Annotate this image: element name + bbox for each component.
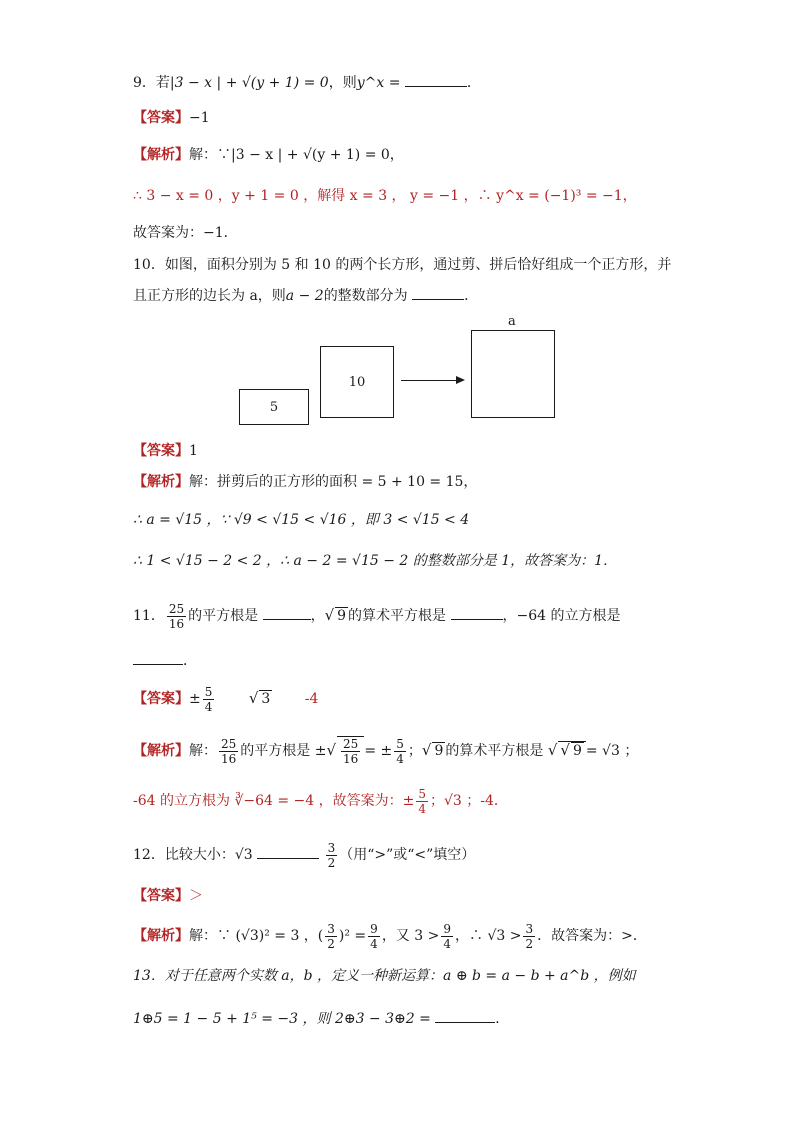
q9-analysis-2: ∴ 3 − x = 0 ，y + 1 = 0 ，解得 x = 3 ， y = −1 ，∴ y^x = (−1)³ = −1， [133,188,637,204]
q11-question-cont: ． [133,650,197,671]
answer-blank [257,844,319,859]
fraction: $\frac{25}{16}$ [168,601,185,631]
q10-text-1: 10．如图，面积分别为 5 和 10 的两个长方形，通过剪、拼后恰好组成一个正方形，并 [133,257,672,273]
arrow-head-icon [456,376,465,384]
fraction: $\frac{3}{2}$ [327,840,336,870]
q13-text-2: 1⊕5 = 1 − 5 + 1⁵ = −3 ，则 2⊕3 − 3⊕2 = ． [133,1008,509,1029]
q11-analysis-1: 【解析】解： $\frac{25}{16}$ 的平方根是 ±√ $\frac{25}{16}$ = ± $\frac{5}{4}$ ；√ 9 的算术平方根是 √ √ 9 = √3 ； [133,736,639,766]
answer-blank [133,650,183,665]
answer-blank [405,72,467,87]
q12-analysis: 【解析】解：∵ (√3)² = 3 ，( $\frac{3}{2}$ )² = $\frac{9}{4}$ ，又 3 > $\frac{9}{4}$ ，∴ √3 > $\frac{3}{2}$ ．故答案为：>． [133,921,647,951]
q13-text-1: 13．对于任意两个实数 a，b ，定义一种新运算：a ⊕ b = a − b + a^b ，例如 [133,968,636,984]
q11-question: 11． $\frac{25}{16}$ 的平方根是 ，√ 9 的算术平方根是 ，−64 的立方根是 [133,601,621,631]
answer-blank [263,605,311,620]
square-side-label: a [508,314,516,329]
q11-answer: 【答案】± $\frac{5}{4}$ √ 3 -4 [133,684,319,714]
square [471,330,555,418]
arrow-line [401,380,457,381]
q9-analysis-1: 【解析】解：∵|3 − x | + √(y + 1) = 0， [133,147,404,163]
q10-text-2: 且正方形的边长为 a，则a − 2的整数部分为 ． [133,285,478,306]
answer-blank [451,605,503,620]
q10-analysis-3: ∴ 1 < √15 − 2 < 2 ，∴ a − 2 = √15 − 2 的整数部分是 1，故答案为：1． [133,553,618,569]
q9-conclusion: 故答案为：−1． [133,225,238,241]
rectangle-area-10: 10 [320,346,394,418]
answer-blank [412,285,464,300]
fraction: $\frac{5}{4}$ [204,684,213,714]
q10-analysis-1: 【解析】解：拼剪后的正方形的面积 = 5 + 10 = 15， [133,474,478,490]
answer-blank [435,1008,495,1023]
q12-answer: 【答案】＞ [133,888,203,904]
rectangle-area-5: 5 [239,389,309,425]
q11-analysis-2: -64 的立方根为 ∛−64 = −4 ，故答案为：± $\frac{5}{4}$ ；√3 ；-4． [133,786,508,816]
q9-question: 9．若|3 − x | + √(y + 1) = 0，则y^x = ． [133,72,481,93]
q10-analysis-2: ∴ a = √15 ，∵ √9 < √15 < √16 ，即 3 < √15 < 4 [133,512,470,528]
q12-question: 12．比较大小：√3 $\frac{3}{2}$ （用“>”或“<”填空） [133,840,476,870]
q9-answer: 【答案】−1 [133,110,210,126]
q10-answer: 【答案】1 [133,443,198,459]
